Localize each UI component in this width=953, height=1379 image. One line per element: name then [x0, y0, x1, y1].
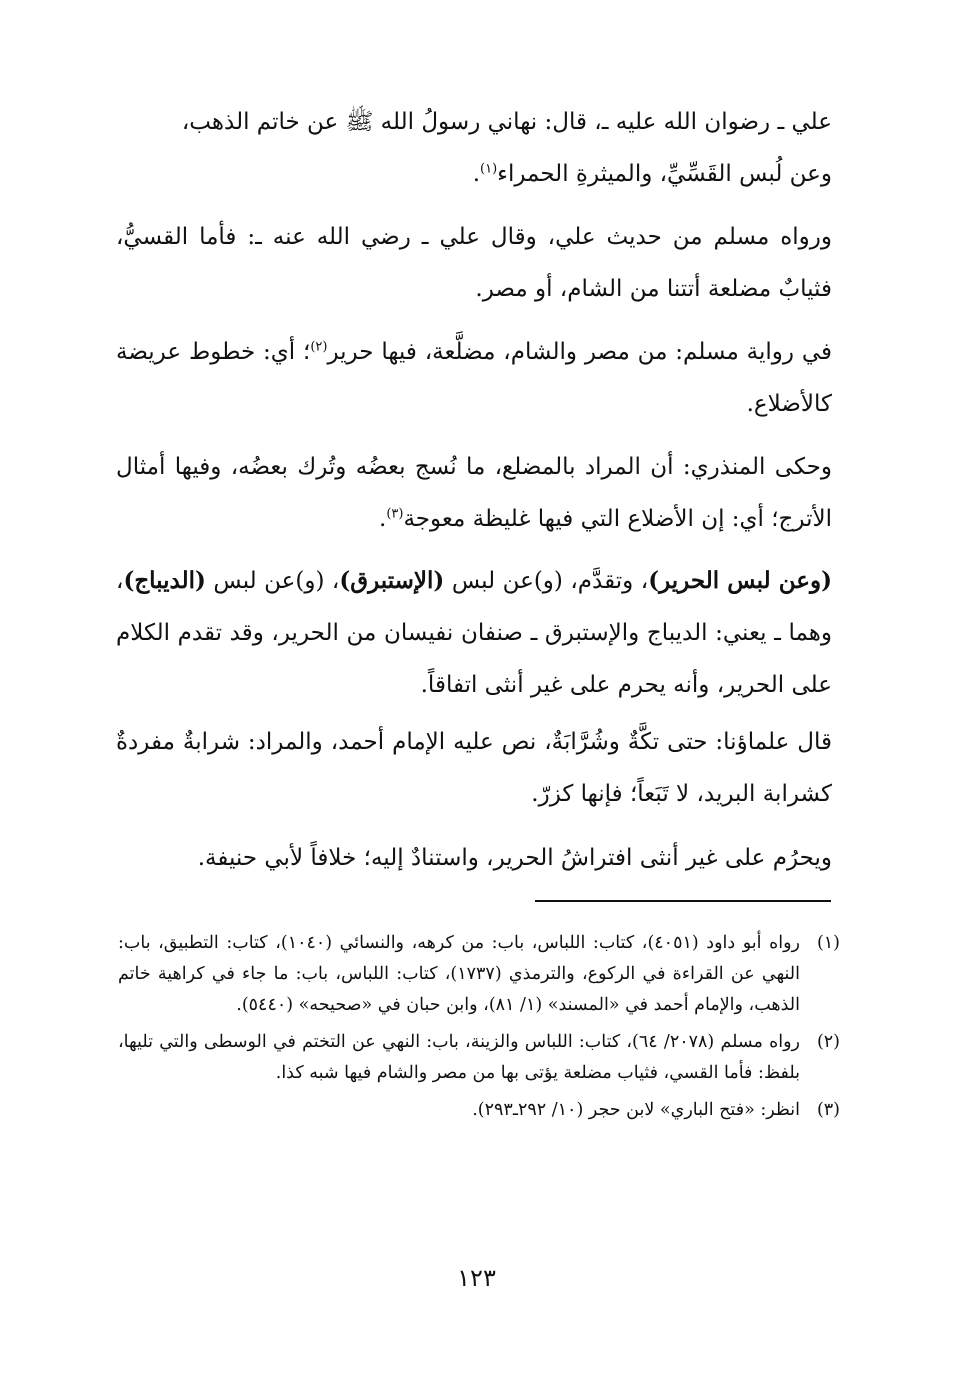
paragraph-6	[116, 716, 832, 820]
paragraph-1	[116, 96, 832, 200]
paragraph-1-text: وعن لُبس القَسِّيِّ، والميثرةِ الحمراء	[497, 161, 832, 187]
paragraph-6-text: قال علماؤنا: حتى تكَّةٌ وشُرَّابَةٌ، نص عليه الإمام أحمد، والمراد: شرابةٌ مفردةٌ كشرابة البريد، لا تَبَعاً؛ فإنها كزرّ.	[116, 729, 832, 807]
paragraph-2	[116, 211, 832, 315]
paragraph-2-text: ورواه مسلم من حديث علي، وقال علي ـ رضي الله عنه ـ: فأما القسيُّ، فثيابٌ مضلعة أتتنا من الشام، أو مصر.	[116, 224, 832, 302]
footnotes	[118, 928, 840, 1126]
footnote-2-text: رواه مسلم (٢٠٧٨/ ٦٤)، كتاب: اللباس والزينة، باب: النهي عن التختم في الوسطى والتي تليها، بلفظ: فأما القسي، فثياب مضلعة يؤتى بها من مصر والشام فيها شبه كذا.	[118, 1032, 801, 1083]
term-silk: (وعن لبس الحرير)	[648, 567, 832, 594]
footnote-ref-2: (٢)	[310, 339, 328, 355]
paragraph-7-text: ويحرُم على غير أنثى افتراشُ الحرير، واستنادٌ إليه؛ خلافاً لأبي حنيفة.	[197, 845, 832, 871]
paragraph-5-text-3: ، وهما ـ يعني: الديباج والإستبرق ـ صنفان نفيسان من الحرير، وقد تقدم الكلام على الحرير، وأنه يحرم على غير أنثى اتفاقاً.	[116, 568, 832, 698]
paragraph-4	[116, 441, 832, 545]
footnote-2	[118, 1027, 840, 1089]
footnote-3-number: (٣)	[816, 1100, 840, 1120]
paragraph-3-text-b: ؛ أي: خطوط عريضة كالأضلاع.	[116, 339, 832, 417]
footnote-1-number: (١)	[816, 933, 840, 953]
footnote-2-number: (٢)	[816, 1032, 840, 1052]
paragraph-3-line	[116, 326, 832, 430]
paragraph-3	[116, 326, 832, 430]
footnote-1	[118, 928, 840, 1021]
footnote-3	[118, 1095, 840, 1126]
footnote-3-text: انظر: «فتح الباري» لابن حجر (١٠/ ٢٩٢ـ٢٩٣).	[472, 1100, 800, 1120]
term-istabraq: (الإستبرق)	[339, 567, 445, 594]
footnote-1-text: رواه أبو داود (٤٠٥١)، كتاب: اللباس، باب: من كرهه، والنسائي (١٠٤٠)، كتاب: التطبيق، باب: النهي عن القراءة في الركوع، والترمذي (١٧٣٧)، كتاب: اللباس، باب: ما جاء في كراهية خاتم الذهب، والإمام أحمد في «المسند» (١/ ٨١)، وابن حبان في «صحيحه» (٥٤٤٠).	[118, 933, 801, 1015]
paragraph-1-line-2	[116, 148, 832, 200]
footnote-separator	[535, 900, 831, 902]
footnote-ref-3: (٣)	[386, 506, 404, 522]
paragraph-5-text-1: ، وتقدَّم، (و)عن لبس	[444, 568, 649, 594]
paragraph-5	[116, 555, 832, 711]
footnote-ref-1: (١)	[480, 161, 498, 177]
paragraph-4-end: .	[379, 506, 387, 532]
paragraph-4-text: وحكى المنذري: أن المراد بالمضلع، ما نُسج بعضُه وتُرك بعضُه، وفيها أمثال الأترج؛ أي: إن الأضلاع التي فيها غليظة معوجة	[116, 454, 832, 532]
paragraph-4-line	[116, 441, 832, 545]
paragraph-5-line	[116, 555, 832, 711]
page-number: ١٢٣	[457, 1264, 496, 1292]
term-dibaj: (الديباج)	[123, 567, 206, 594]
paragraph-1-end: .	[472, 161, 480, 187]
paragraph-3-text-a: في رواية مسلم: من مصر والشام، مضلَّعة، فيها حرير	[327, 339, 833, 365]
paragraph-5-text-2: ، (و)عن لبس	[205, 568, 340, 594]
paragraph-7	[116, 832, 832, 884]
paragraph-1-line-1: علي ـ رضوان الله عليه ـ، قال: نهاني رسولُ الله ﷺ عن خاتم الذهب،	[181, 109, 832, 135]
